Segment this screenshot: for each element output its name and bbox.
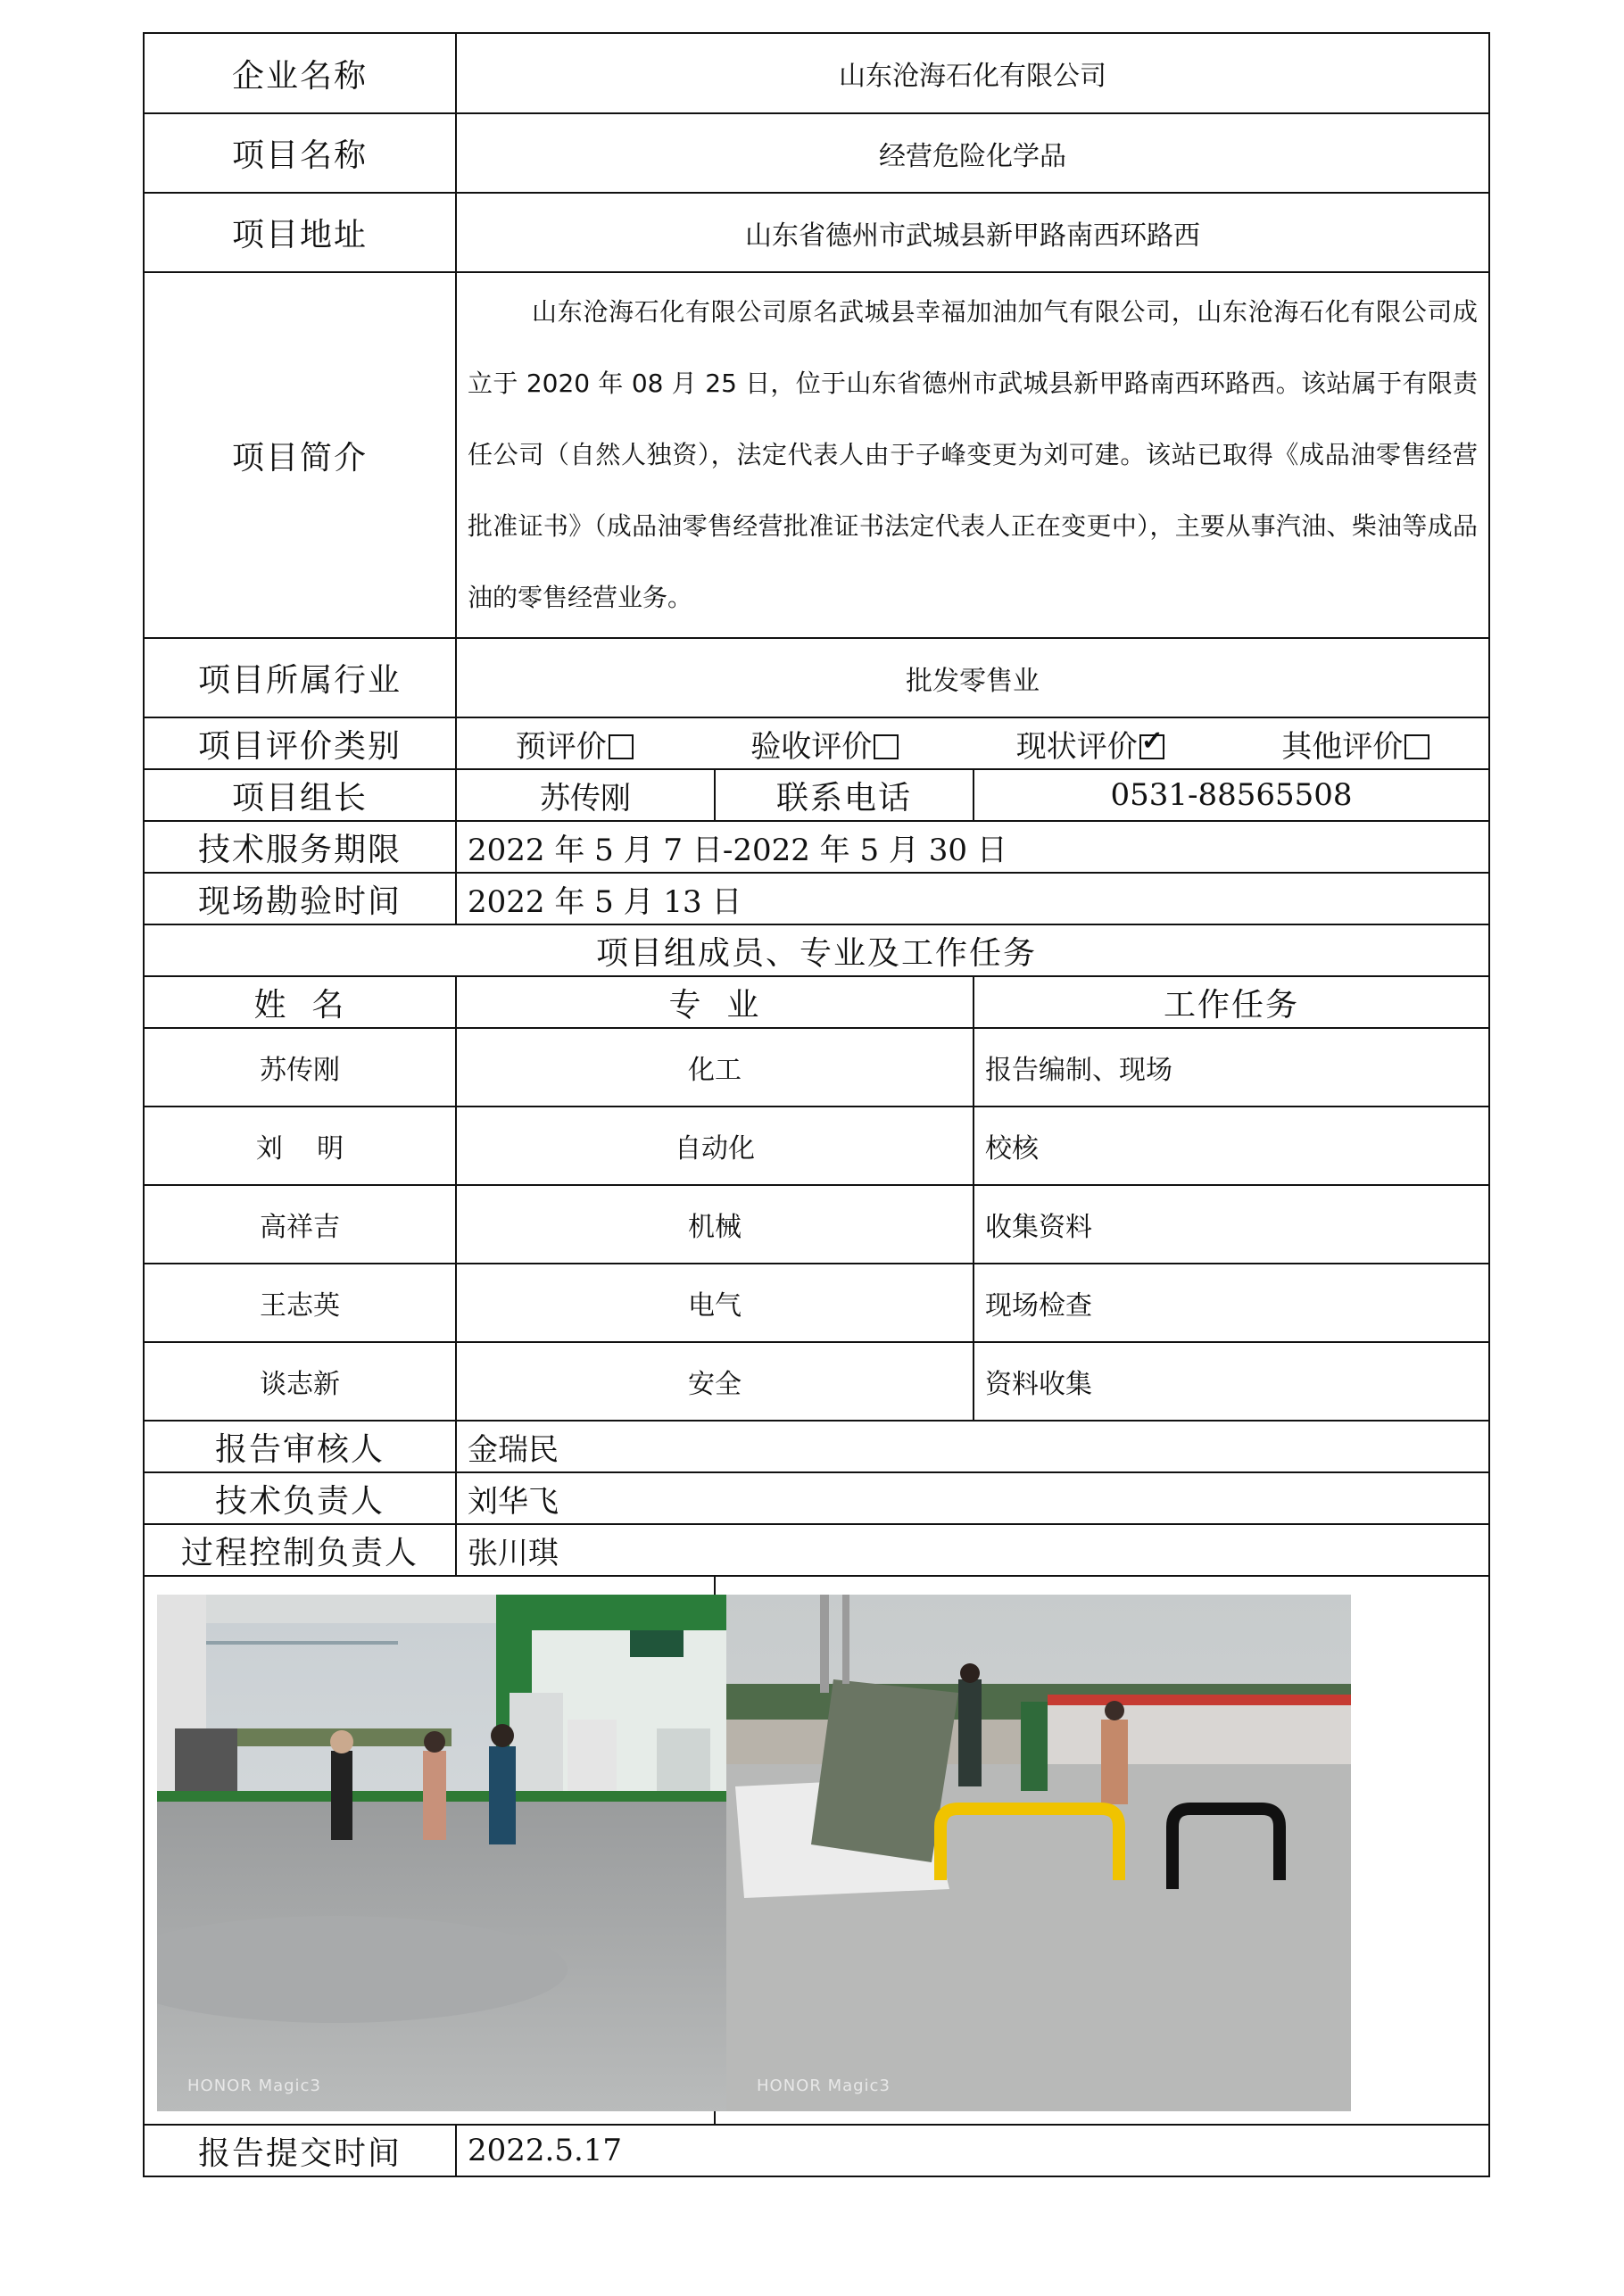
photo-watermark: HONOR Magic3: [187, 2076, 321, 2095]
member-name: 王志英: [144, 1264, 456, 1342]
row-leader: [144, 769, 1489, 821]
row-project-intro: [144, 272, 1489, 638]
row-tech-lead: [144, 1472, 1489, 1524]
table-row: [144, 1107, 1489, 1185]
member-major: 安全: [456, 1342, 974, 1421]
table-row: [144, 1342, 1489, 1421]
evaluation-option-other: 其他评价: [1281, 722, 1429, 766]
row-project-address: [144, 193, 1489, 272]
member-task: 资料收集: [974, 1342, 1489, 1421]
leader-label: 项目组长: [144, 769, 456, 821]
project-name-value: 经营危险化学品: [456, 113, 1489, 193]
member-task: 校核: [974, 1107, 1489, 1185]
member-task: 收集资料: [974, 1185, 1489, 1264]
site-photo-tank-area: [726, 1595, 1351, 2111]
checkbox-checked-icon: [1139, 734, 1164, 759]
member-major: 化工: [456, 1028, 974, 1107]
member-major: 电气: [456, 1264, 974, 1342]
members-title: 项目组成员、专业及工作任务: [144, 924, 1489, 976]
row-members-header: [144, 976, 1489, 1028]
project-name-label: 项目名称: [144, 113, 456, 193]
phone-value: 0531-88565508: [974, 769, 1489, 821]
leader-value: 苏传刚: [456, 769, 715, 821]
process-lead-value: 张川琪: [456, 1524, 1489, 1576]
member-major: 机械: [456, 1185, 974, 1264]
reviewer-value: 金瑞民: [456, 1421, 1489, 1472]
project-intro-label: 项目简介: [144, 272, 456, 638]
submit-value: 2022.5.17: [456, 2125, 1489, 2176]
member-name: 苏传刚: [144, 1028, 456, 1107]
row-project-name: [144, 113, 1489, 193]
member-task: 报告编制、现场: [974, 1028, 1489, 1107]
member-task: 现场检查: [974, 1264, 1489, 1342]
member-name: 高祥吉: [144, 1185, 456, 1264]
member-major: 自动化: [456, 1107, 974, 1185]
process-lead-label: 过程控制负责人: [144, 1524, 456, 1576]
photo-watermark: HONOR Magic3: [757, 2076, 891, 2095]
member-name: 谈志新: [144, 1342, 456, 1421]
site-photo-forecourt: [157, 1595, 789, 2111]
row-reviewer: [144, 1421, 1489, 1472]
table-row: [144, 1028, 1489, 1107]
survey-time-value: 2022 年 5 月 13 日: [456, 873, 1489, 924]
photo-cell-left: [144, 1576, 715, 2125]
tech-lead-value: 刘华飞: [456, 1472, 1489, 1524]
row-photos: [144, 1576, 1489, 2125]
survey-time-label: 现场勘验时间: [144, 873, 456, 924]
row-company: [144, 33, 1489, 113]
table-row: [144, 1185, 1489, 1264]
project-intro-cell: [456, 272, 1489, 638]
industry-value: 批发零售业: [456, 638, 1489, 717]
tech-lead-label: 技术负责人: [144, 1472, 456, 1524]
row-process-lead: [144, 1524, 1489, 1576]
service-period-label: 技术服务期限: [144, 821, 456, 873]
reviewer-label: 报告审核人: [144, 1421, 456, 1472]
member-name: 刘 明: [144, 1107, 456, 1185]
industry-label: 项目所属行业: [144, 638, 456, 717]
project-intro-text: 山东沧海石化有限公司原名武城县幸福加油加气有限公司，山东沧海石化有限公司成立于 2020 年 08 月 25 日，位于山东省德州市武城县新甲路南西环路西。该站属于有限责任公司（自然人独资），法定代表人由于子峰变更为刘可建。该站已取得《成品油零售经营批准证书》（成品油零售经营批准证书法定代表人正在变更中），主要从事汽油、柴油等成品油的零售经营业务。: [468, 297, 1479, 612]
row-service-period: [144, 821, 1489, 873]
project-address-label: 项目地址: [144, 193, 456, 272]
evaluation-options-cell: [456, 717, 1489, 769]
checkbox-icon: [609, 734, 634, 759]
row-submit: [144, 2125, 1489, 2176]
row-industry: [144, 638, 1489, 717]
evaluation-option-status: 现状评价✓: [1016, 722, 1164, 766]
info-sheet: [143, 32, 1488, 2211]
evaluation-label: 项目评价类别: [144, 717, 456, 769]
photo-cell-right: [715, 1576, 1489, 2125]
row-evaluation: [144, 717, 1489, 769]
company-label: 企业名称: [144, 33, 456, 113]
evaluation-option-acceptance: 验收评价: [750, 722, 899, 766]
row-members-title: [144, 924, 1489, 976]
project-address-value: 山东省德州市武城县新甲路南西环路西: [456, 193, 1489, 272]
checkbox-icon: [1404, 734, 1429, 759]
phone-label: 联系电话: [715, 769, 974, 821]
company-value: 山东沧海石化有限公司: [456, 33, 1489, 113]
members-header-task: 工作任务: [974, 976, 1489, 1028]
checkbox-icon: [874, 734, 899, 759]
row-survey-time: [144, 873, 1489, 924]
service-period-value: 2022 年 5 月 7 日-2022 年 5 月 30 日: [456, 821, 1489, 873]
evaluation-options: [457, 722, 1488, 766]
evaluation-option-pre: 预评价: [516, 722, 634, 766]
members-header-major: 专 业: [456, 976, 974, 1028]
table-row: [144, 1264, 1489, 1342]
project-info-table: [143, 32, 1490, 2177]
members-header-name: 姓 名: [144, 976, 456, 1028]
submit-label: 报告提交时间: [144, 2125, 456, 2176]
